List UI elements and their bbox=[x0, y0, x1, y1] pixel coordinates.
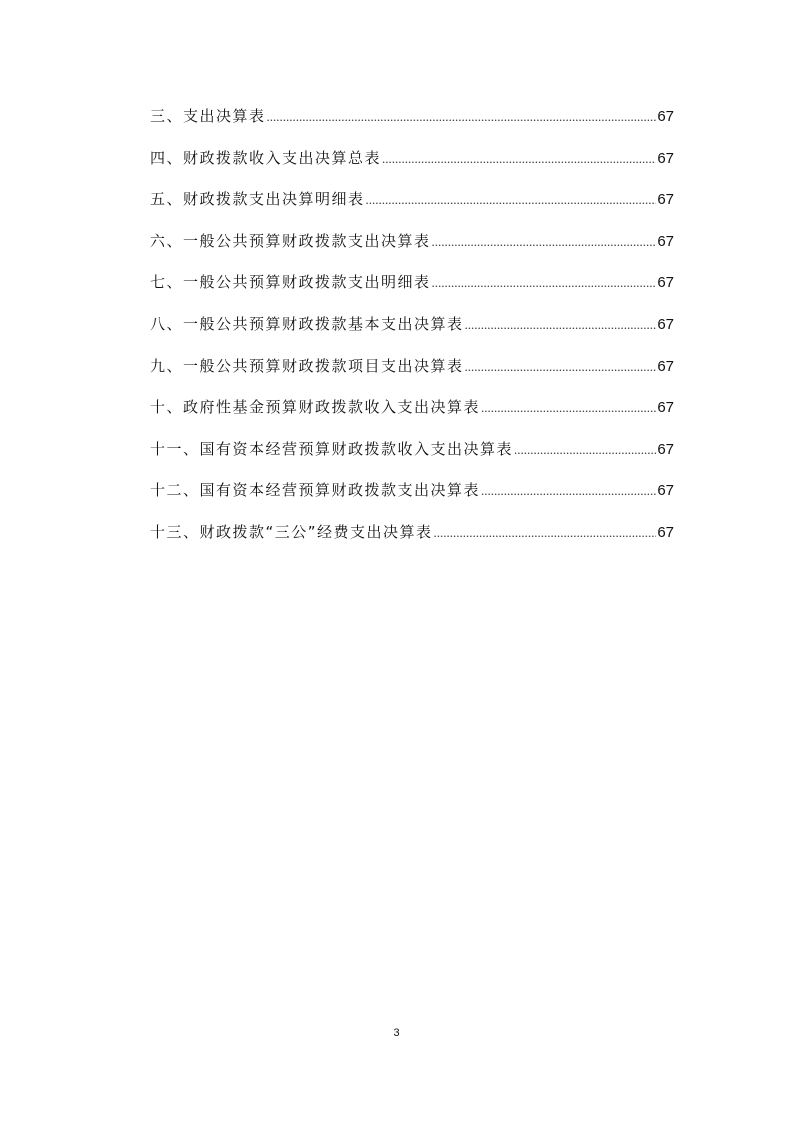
toc-entry-title: 十三、财政拨款“三公”经费支出决算表 bbox=[150, 522, 433, 541]
toc-dot-leader bbox=[465, 357, 657, 377]
toc-entry-title: 五、财政拨款支出决算明细表 bbox=[150, 190, 365, 209]
toc-entry-page: 67 bbox=[657, 274, 674, 292]
toc-dot-leader bbox=[366, 190, 657, 210]
toc-entry[interactable] bbox=[150, 439, 674, 481]
toc-dot-leader bbox=[434, 523, 657, 543]
toc-entry-title: 六、一般公共预算财政拨款支出决算表 bbox=[150, 231, 431, 250]
toc-entry-page: 67 bbox=[657, 440, 674, 458]
toc-entry[interactable] bbox=[150, 314, 674, 356]
toc-entry-page: 67 bbox=[657, 357, 674, 375]
toc-entry-page: 67 bbox=[657, 108, 674, 125]
toc-entry-page: 67 bbox=[657, 399, 674, 417]
toc-entry-page: 67 bbox=[657, 482, 674, 500]
toc-entry-page: 67 bbox=[657, 149, 674, 167]
toc-dot-leader bbox=[514, 440, 656, 460]
toc-dot-leader bbox=[481, 398, 656, 418]
toc-entry[interactable] bbox=[150, 231, 674, 273]
toc-entry-title: 十二、国有资本经营预算财政拨款支出决算表 bbox=[150, 481, 481, 500]
toc-entry[interactable] bbox=[150, 272, 674, 314]
toc-entry[interactable] bbox=[150, 189, 674, 231]
toc-entry-page: 67 bbox=[657, 315, 674, 333]
toc-entry-title: 九、一般公共预算财政拨款项目支出决算表 bbox=[150, 356, 464, 375]
toc-entry[interactable] bbox=[150, 522, 674, 564]
toc-entry[interactable] bbox=[150, 356, 674, 398]
toc-entry-title: 十、政府性基金预算财政拨款收入支出决算表 bbox=[150, 398, 481, 417]
toc-entry-title: 八、一般公共预算财政拨款基本支出决算表 bbox=[150, 314, 464, 333]
toc-entry-page: 67 bbox=[657, 191, 674, 209]
table-of-contents bbox=[150, 106, 674, 564]
toc-entry-page: 67 bbox=[657, 232, 674, 250]
toc-dot-leader bbox=[432, 232, 657, 252]
toc-dot-leader bbox=[267, 107, 657, 127]
toc-dot-leader bbox=[481, 481, 656, 501]
toc-entry-title: 三、支出决算表 bbox=[150, 107, 266, 125]
toc-entry[interactable] bbox=[150, 480, 674, 522]
toc-entry-title: 七、一般公共预算财政拨款支出明细表 bbox=[150, 273, 431, 292]
toc-entry[interactable] bbox=[150, 397, 674, 439]
toc-entry-title: 十一、国有资本经营预算财政拨款收入支出决算表 bbox=[150, 439, 514, 458]
toc-entry[interactable] bbox=[150, 106, 674, 148]
toc-entry[interactable] bbox=[150, 148, 674, 190]
toc-dot-leader bbox=[465, 315, 657, 335]
toc-dot-leader bbox=[382, 149, 656, 169]
toc-entry-page: 67 bbox=[657, 523, 674, 541]
toc-dot-leader bbox=[432, 273, 657, 293]
toc-entry-title: 四、财政拨款收入支出决算总表 bbox=[150, 148, 382, 167]
page-number: 3 bbox=[393, 1027, 400, 1039]
